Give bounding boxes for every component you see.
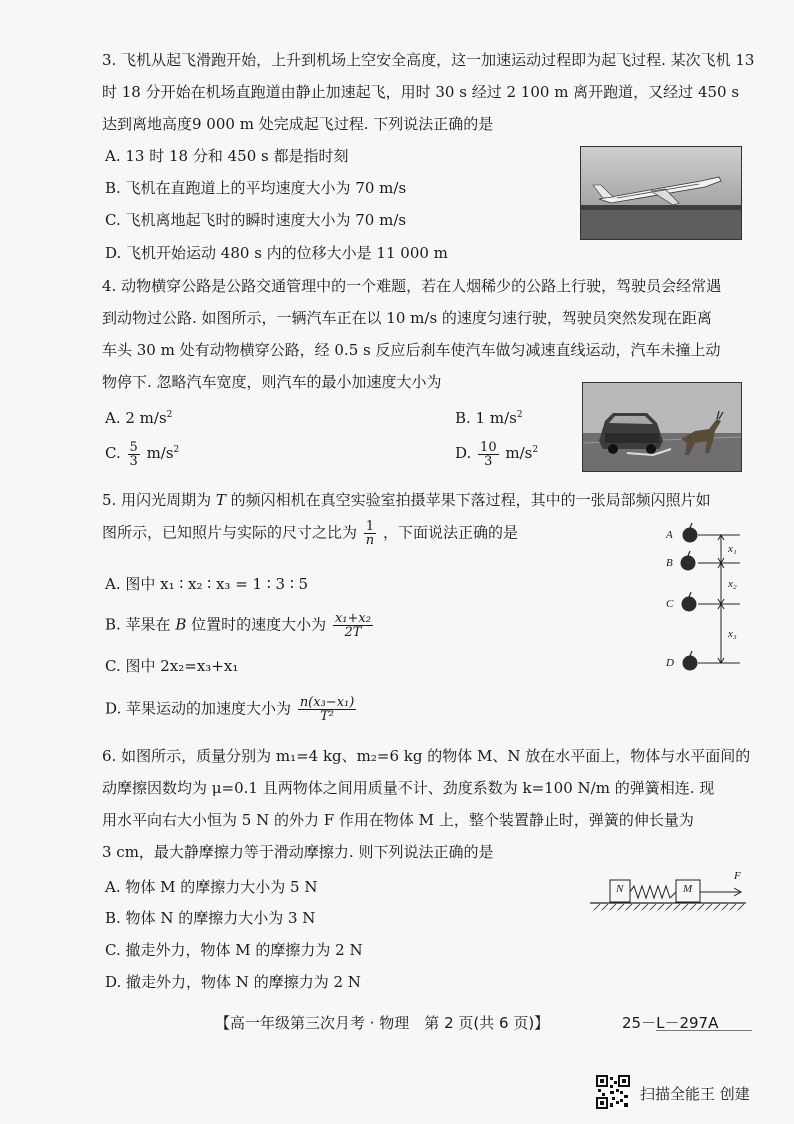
q3-line-2: 时 18 分开始在机场直跑道由静止加速起飞，用时 30 s 经过 2 100 m 离开跑道，又经过 450 s <box>102 83 740 101</box>
q4-line-3: 车头 30 m 处有动物横穿公路，经 0.5 s 反应后刹车使汽车做匀减速直线运动，汽车未撞上动 <box>102 341 721 359</box>
label-b: B <box>666 557 673 569</box>
q3-option-a: A. 13 时 18 分和 450 s 都是指时刻 <box>105 147 349 165</box>
label-x2: x₂ <box>728 578 737 590</box>
q6-option-a: A. 物体 M 的摩擦力大小为 5 N <box>105 878 318 896</box>
q5-option-a: A. 图中 x₁ ∶ x₂ ∶ x₃ = 1 ∶ 3 ∶ 5 <box>105 575 309 593</box>
q6-line-3: 用水平向右大小恒为 5 N 的外力 F 作用在物体 M 上，整个装置静止时，弹簧的伸长量为 <box>102 811 694 829</box>
q4-option-a: A. 2 $m/s^2$ <box>105 409 173 427</box>
q5-option-b: B. 苹果在 B 位置时的速度大小为 $\frac{\text{x₁+x₂}}{2T}$ <box>105 611 371 640</box>
q3-line-1: 3. 飞机从起飞滑跑开始，上升到机场上空安全高度，这一加速运动过程即为起飞过程. 某次飞机 13 <box>102 51 755 69</box>
footer-divider <box>656 1030 752 1031</box>
q5-option-c: C. 图中 2x₂=x₃+x₁ <box>105 657 239 675</box>
label-d: D <box>666 657 674 669</box>
label-x3: x₃ <box>728 628 737 640</box>
q5-line-2: 图所示，已知照片与实际的尺寸之比为 $\frac{1}{n}$ ，下面说法正确的是 <box>102 519 518 548</box>
label-a: A <box>666 529 673 541</box>
apple-strobe-diagram <box>660 522 750 682</box>
force-label: F <box>734 870 741 882</box>
q4-line-2: 到动物过公路. 如图所示，一辆汽车正在以 10 m/s 的速度匀速行驶，驾驶员突然发现在距离 <box>102 309 712 327</box>
q6-line-4: 3 cm，最大静摩擦力等于滑动摩擦力. 则下列说法正确的是 <box>102 843 494 861</box>
label-c: C <box>666 598 674 610</box>
block-m-label: M <box>683 883 693 895</box>
q4-option-b: B. 1 $m/s^2$ <box>455 409 523 427</box>
airplane-photo <box>580 146 742 240</box>
q6-line-1: 6. 如图所示，质量分别为 m₁=4 kg、m₂=6 kg 的物体 M、N 放在水平面上，物体与水平面间的 <box>102 747 751 765</box>
q4-option-d: D. $\frac{10}{3}$ $m/s^2$ <box>455 439 539 469</box>
q4-line-4: 物停下. 忽略汽车宽度，则汽车的最小加速度大小为 <box>102 373 442 391</box>
spring-blocks-diagram <box>588 872 748 912</box>
footer-code: 25－L－297A <box>622 1014 719 1032</box>
q3-option-c: C. 飞机离地起飞时的瞬时速度大小为 70 m/s <box>105 211 407 229</box>
q4-line-1: 4. 动物横穿公路是公路交通管理中的一个难题，若在人烟稀少的公路上行驶，驾驶员会经常遇 <box>102 277 722 295</box>
q5-option-d: D. 苹果运动的加速度大小为 $\frac{\text{n(x₃−x₁)}}{\text{T²}}$ <box>105 695 355 724</box>
q4-option-c: C. $\frac{5}{3}$ $m/s^2$ <box>105 439 180 469</box>
qr-code-icon <box>596 1075 630 1109</box>
apple-icon <box>681 523 698 671</box>
car-deer-photo <box>582 382 742 472</box>
footer-page-info: 【高一年级第三次月考 · 物理 第 2 页(共 6 页)】 <box>215 1014 550 1032</box>
block-n-label: N <box>616 883 624 895</box>
q3-option-b: B. 飞机在直跑道上的平均速度大小为 70 m/s <box>105 179 407 197</box>
q6-line-2: 动摩擦因数均为 μ=0.1 且两物体之间用质量不计、劲度系数为 k=100 N/m 的弹簧相连. 现 <box>102 779 715 797</box>
q3-option-d: D. 飞机开始运动 480 s 内的位移大小是 11 000 m <box>105 244 448 262</box>
q6-option-c: C. 撤走外力，物体 M 的摩擦力为 2 N <box>105 941 363 959</box>
q3-line-3: 达到离地高度9 000 m 处完成起飞过程. 下列说法正确的是 <box>102 115 494 133</box>
q5-line-1: 5. 用闪光周期为 T 的频闪相机在真空实验室拍摄苹果下落过程，其中的一张局部频闪照片如 <box>102 491 711 509</box>
q6-option-d: D. 撤走外力，物体 N 的摩擦力为 2 N <box>105 973 361 991</box>
q6-option-b: B. 物体 N 的摩擦力大小为 3 N <box>105 909 316 927</box>
label-x1: x₁ <box>728 543 737 555</box>
scanner-watermark: 扫描全能王 创建 <box>640 1085 750 1103</box>
